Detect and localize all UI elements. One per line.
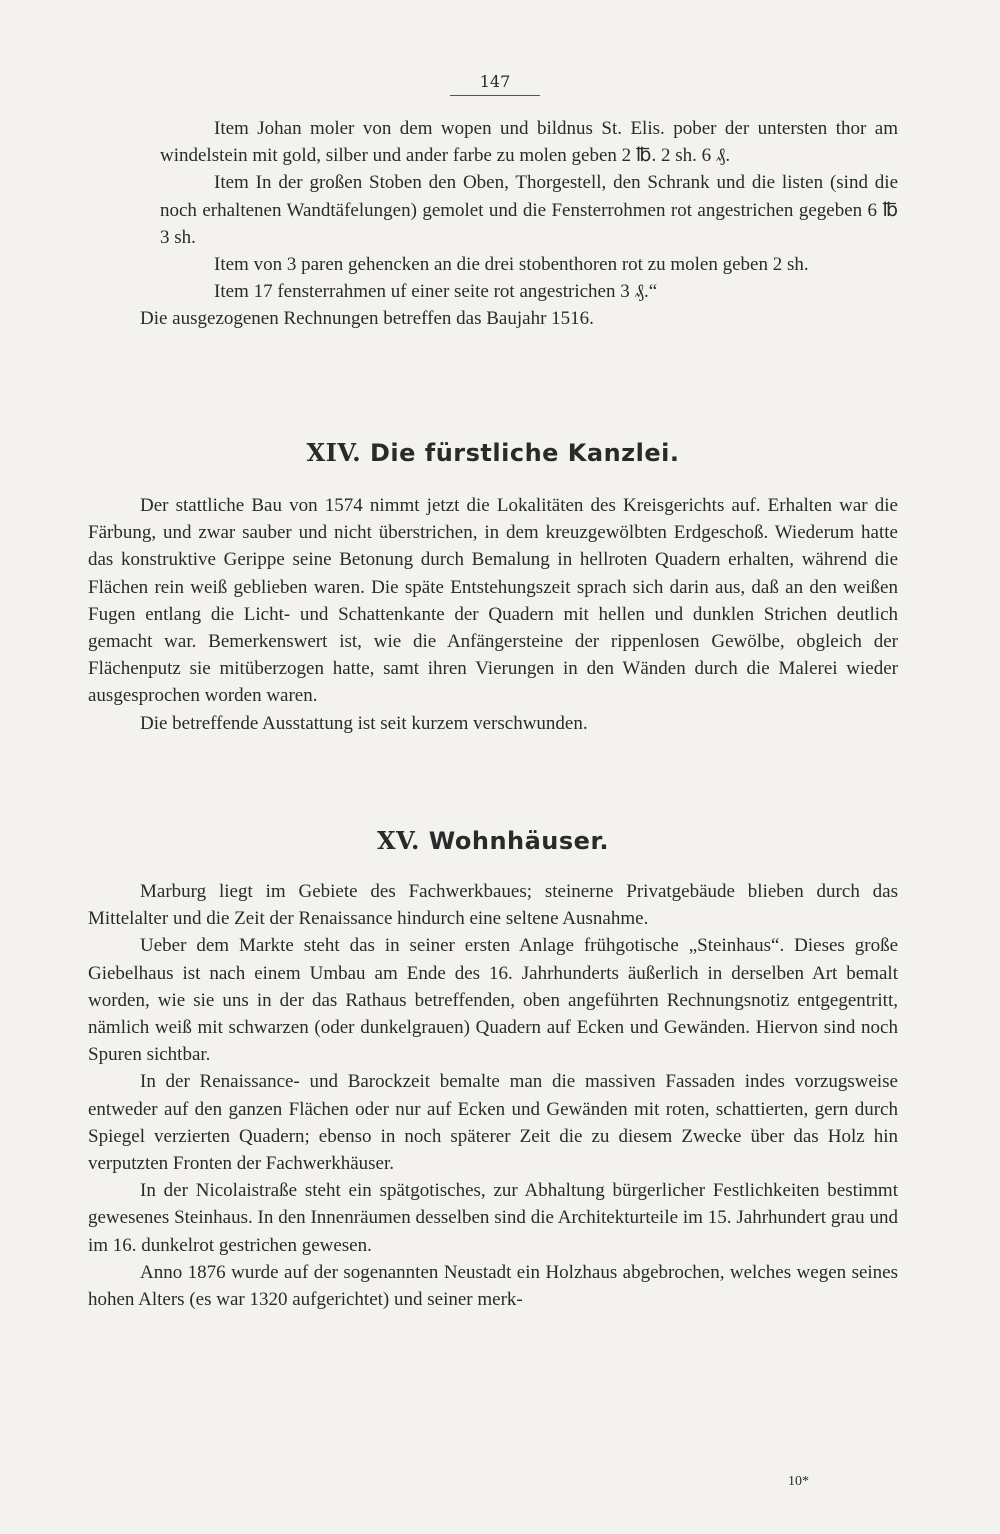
paragraph: Marburg liegt im Gebiete des Fachwerkbaues; steinerne Privatgebäude blieben durch das Mittelalter und die Zeit der Renaissance hindurch eine seltene Ausnahme. <box>88 881 898 930</box>
paragraph: In der Renaissance- und Barockzeit bemalte man die massiven Fassaden indes vorzugsweise entweder auf den ganzen Flächen oder nur auf Ecken und Gewänden mit roten, schattierten, gern durch Spiegel verzierten Quadern; ebenso in noch späterer Zeit die zu diesem Zwecke über das Holz hin verputzten Fronten der Fachwerkhäuser. <box>88 1071 898 1175</box>
paragraph: In der Nicolaistraße steht ein spätgotisches, zur Abhaltung bürgerlicher Festlichkeiten bestimmt gewesenes Steinhaus. In den Innenräumen desselben sind die Architekturteile im 15. Jahrhundert grau und im 16. dunkelrot gestrichen gewesen. <box>88 1180 898 1256</box>
section-heading-15 <box>88 826 898 855</box>
page-number: 147 <box>450 72 540 96</box>
section-15-body <box>88 878 898 1313</box>
section-title: Wohnhäuser. <box>428 827 609 855</box>
section-number: XV. <box>376 826 420 855</box>
section-number: XIV. <box>306 438 362 467</box>
paragraph: Anno 1876 wurde auf der sogenannten Neustadt ein Holzhaus abgebrochen, welches wegen seines hohen Alters (es war 1320 aufgerichtet) und seiner merk- <box>88 1261 898 1311</box>
paragraph-item-grosse-stoben: Item In der großen Stoben den Oben, Thorgestell, den Schrank und die listen (sind die noch erhaltenen Wandtäfelungen) gemolet und die Fensterrohmen rot angestrichen gegeben 6 ℔ 3 sh. <box>160 172 898 248</box>
paragraph-item-johan-moler: Item Johan moler von dem wopen und bildnus St. Elis. pober der untersten thor am windelstein mit gold, silber und ander farbe zu molen geben 2 ℔. 2 sh. 6 ₰. <box>160 118 898 167</box>
section-heading-14 <box>88 438 898 467</box>
printer-signature-mark: 10* <box>788 1474 809 1489</box>
paragraph-baujahr: Die ausgezogenen Rechnungen betreffen das Baujahr 1516. <box>140 308 594 330</box>
account-items-block <box>88 115 898 333</box>
section-14-body <box>88 492 898 737</box>
section-title: Die fürstliche Kanzlei. <box>370 439 680 467</box>
paragraph: Die betreffende Ausstattung ist seit kurzem verschwunden. <box>140 712 588 734</box>
paragraph: Der stattliche Bau von 1574 nimmt jetzt die Lokalitäten des Kreisgerichts auf. Erhalten war die Färbung, und zwar sauber und nicht überstrichen, in dem kreuzgewölbten Erdgeschoß. Wiederum hatte das konstruktive Gerippe seine Betonung durch Bemalung in hellroten Quadern erhalten, während die Flächen rein weiß geblieben waren. Die späte Entstehungszeit sprach sich darin aus, daß an den weißen Fugen entlang die Licht- und Schattenkante der Quadern mit hellen und dunklen Strichen deutlich gemacht war. Bemerkenswert ist, wie die Anfängersteine der rippenlosen Gewölbe, obgleich der Flächenputz sie mitüberzogen hatte, samt ihren Vierungen in den Wänden durch die Malerei wieder ausgesprochen worden waren. <box>88 495 898 707</box>
paragraph: Ueber dem Markte steht das in seiner ersten Anlage frühgotische „Steinhaus“. Dieses große Giebelhaus ist nach einem Umbau am Ende des 16. Jahrhunderts äußerlich in derselben Art bemalt worden, wie sie uns in der das Rathaus betreffenden, oben angeführten Rechnungsnotiz entgegentritt, nämlich weiß mit schwarzen (oder dunkelgrauen) Quadern auf Ecken und Gewänden. Hiervon sind noch Spuren sichtbar. <box>88 935 898 1066</box>
paragraph-item-fensterrahmen: Item 17 fensterrahmen uf einer seite rot angestrichen 3 ₰.“ <box>214 281 658 303</box>
paragraph-item-gehencken: Item von 3 paren gehencken an die drei stobenthoren rot zu molen geben 2 sh. <box>214 254 809 276</box>
